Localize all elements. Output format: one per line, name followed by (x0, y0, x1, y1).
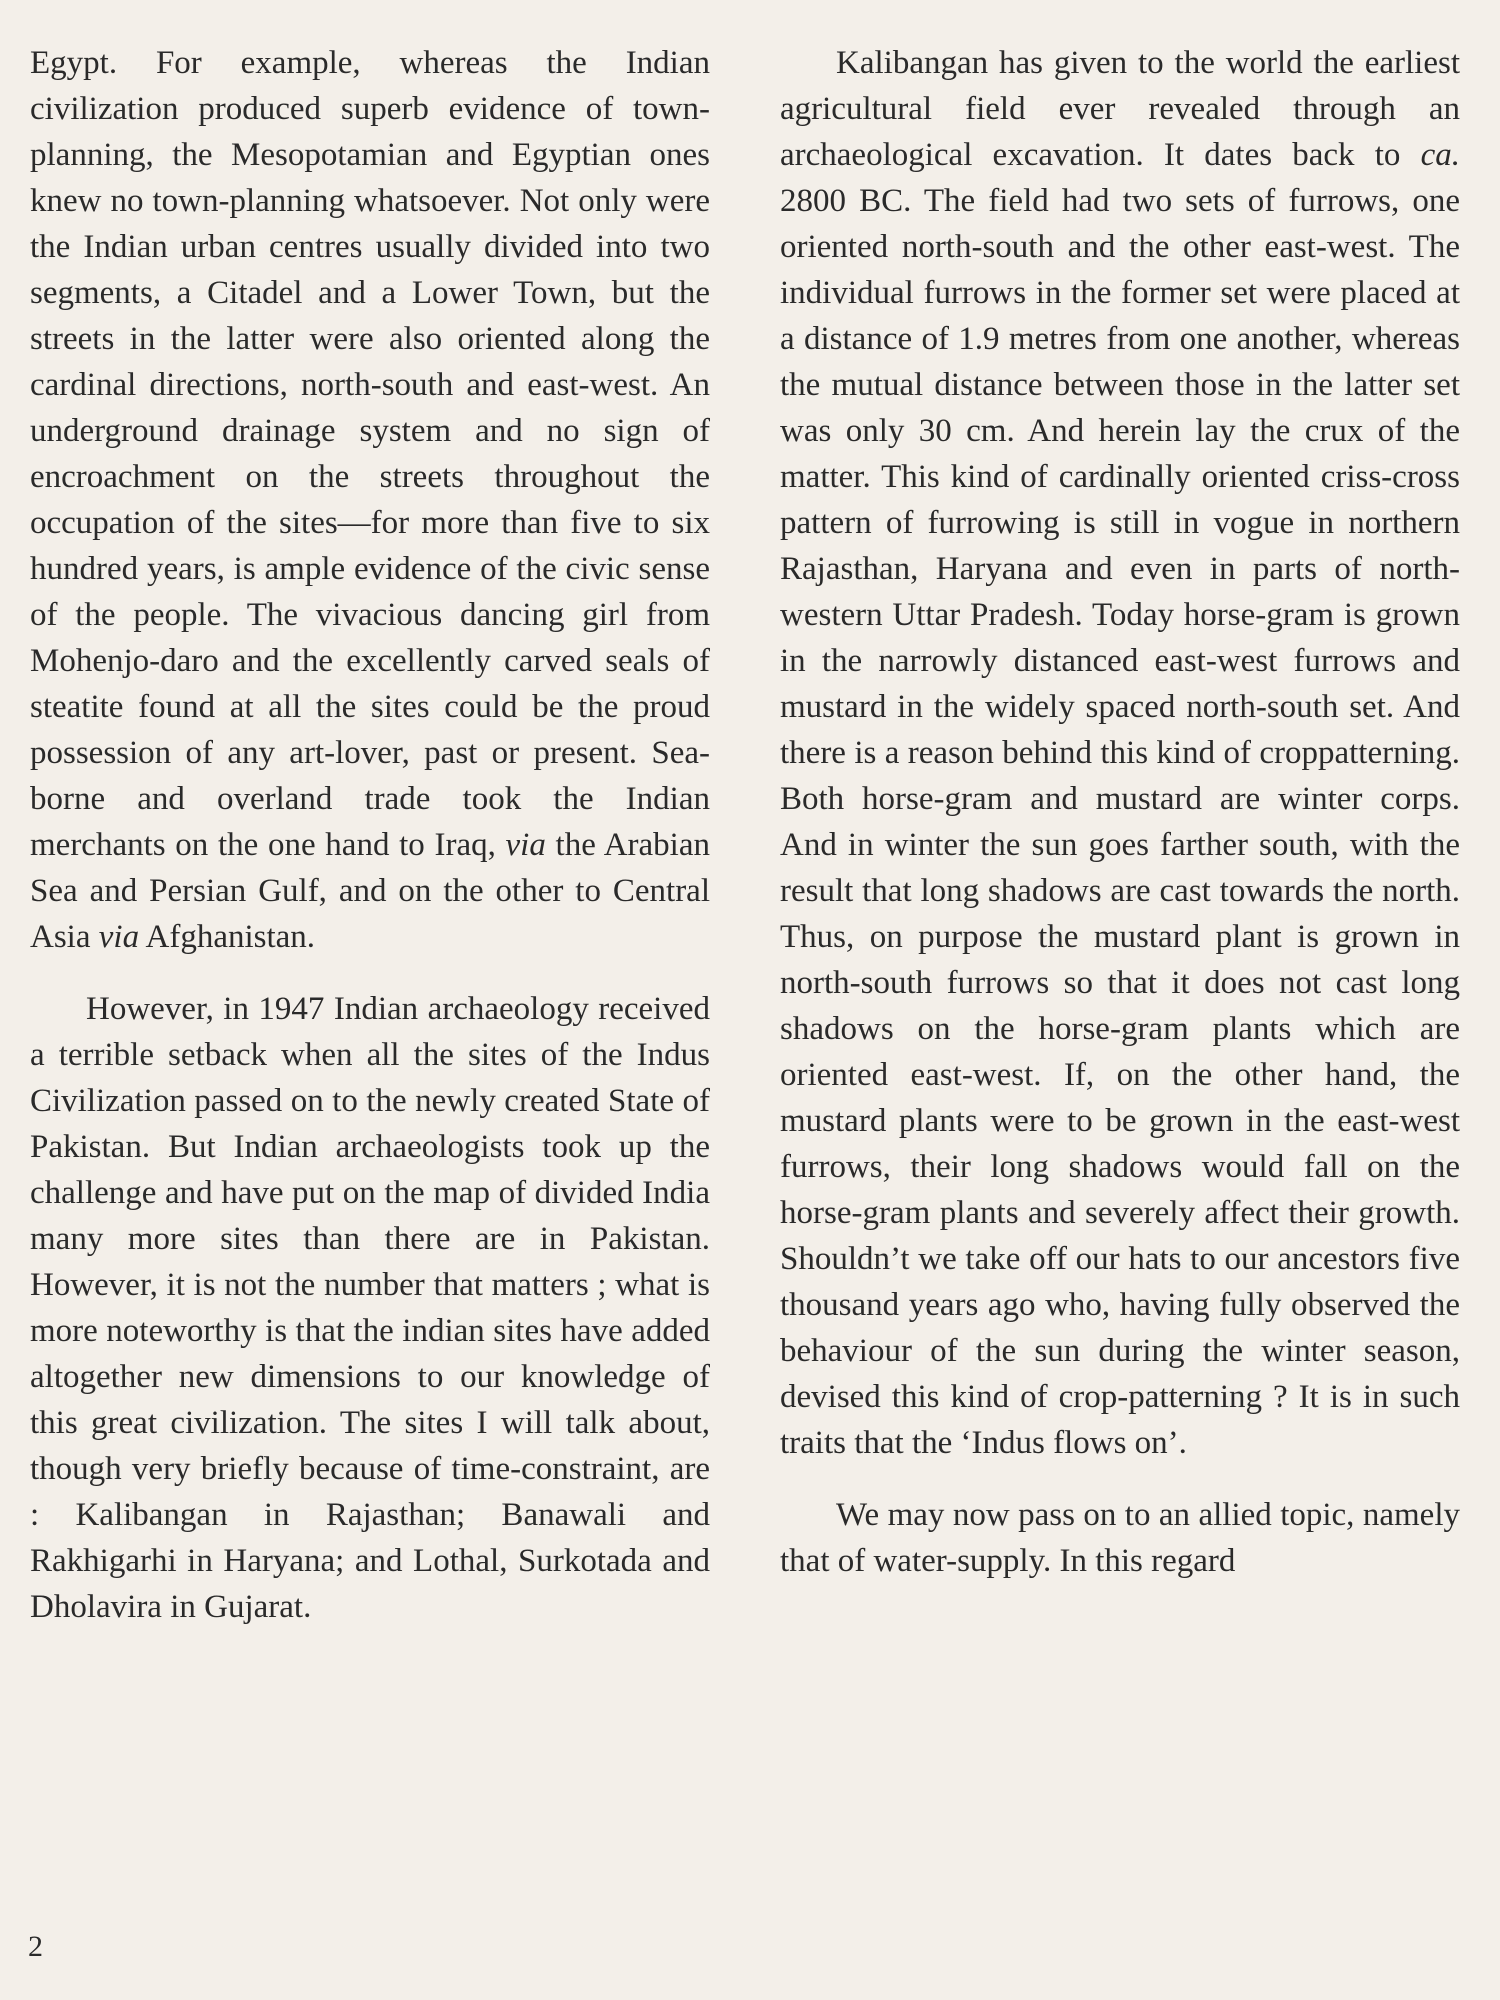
right-paragraph-1-text-b: 2800 BC. The field had two sets of furrows, one oriented north-south and the other east-west. The individual furrows in the former set were placed at a distance of 1.9 metres from one another, whereas the mutual distance between those in the latter set was only 30 cm. And herein lay the crux of the matter. This kind of cardinally oriented criss-cross pattern of furrowing is still in vogue in northern Rajasthan, Haryana and even in parts of north-western Uttar Pradesh. Today horse-gram is grown in the narrowly distanced east-west furrows and mustard in the widely spaced north-south set. And there is a reason behind this kind of croppatterning. Both horse-gram and mustard are winter corps. And in winter the sun goes farther south, with the result that long shadows are cast towards the north. Thus, on purpose the mustard plant is grown in north-south furrows so that it does not cast long shadows on the horse-gram plants which are oriented east-west. If, on the other hand, the mustard plants were to be grown in the east-west furrows, their long shadows would fall on the horse-gram plants and severely affect their growth. Shouldn’t we take off our hats to our ancestors five thousand years ago who, having fully observed the behaviour of the sun during the winter season, devised this kind of crop-patterning ? It is in such traits that the ‘Indus flows on’. (780, 183, 1460, 1461)
left-paragraph-1-text-a: Egypt. For example, whereas the Indian civilization produced superb evidence of town-planning, the Mesopotamian and Egyptian ones knew no town-planning whatsoever. Not only were the Indian urban centres usually divided into two segments, a Citadel and a Lower Town, but the streets in the latter were also oriented along the cardinal directions, north-south and east-west. An underground drainage system and no sign of encroachment on the streets throughout the occupation of the sites—for more than five to six hundred years, is ample evidence of the civic sense of the people. The vivacious dancing girl from Mohenjo-daro and the excellently carved seals of steatite found at all the sites could be the proud possession of any art-lover, past or present. Sea-borne and overland trade took the Indian merchants on the one hand to Iraq, (30, 45, 710, 863)
right-paragraph-1-text-a: Kalibangan has given to the world the earliest agricultural field ever revealed through an archaeological excavation. It dates back to (780, 45, 1460, 173)
right-paragraph-1-circa: ca. (1420, 137, 1460, 173)
right-paragraph-1 (780, 40, 1460, 1466)
left-paragraph-1-via-1: via (505, 827, 546, 863)
right-column (780, 40, 1460, 1584)
right-paragraph-2: We may now pass on to an allied topic, namely that of water-supply. In this regard (780, 1497, 1460, 1579)
left-paragraph-2: However, in 1947 Indian archaeology received a terrible setback when all the sites of the Indus Civilization passed on to the newly created State of Pakistan. But Indian archaeologists took up the challenge and have put on the map of divided India many more sites than there are in Pakistan. However, it is not the number that matters ; what is more noteworthy is that the indian sites have added altogether new dimensions to our knowledge of this great civilization. The sites I will talk about, though very briefly because of time-constraint, are : Kalibangan in Rajasthan; Banawali and Rakhigarhi in Haryana; and Lothal, Surkotada and Dholavira in Gujarat. (30, 991, 710, 1625)
left-paragraph-1-text-c: Afghanistan. (139, 919, 316, 955)
left-paragraph-1-via-2: via (98, 919, 140, 955)
left-paragraph-1 (30, 40, 710, 960)
page-number: 2 (28, 1930, 43, 1963)
left-column (30, 40, 710, 1630)
left-paragraph-1-text-b: the Arabian Sea and Persian Gulf, and on the other to Central Asia (30, 827, 710, 955)
